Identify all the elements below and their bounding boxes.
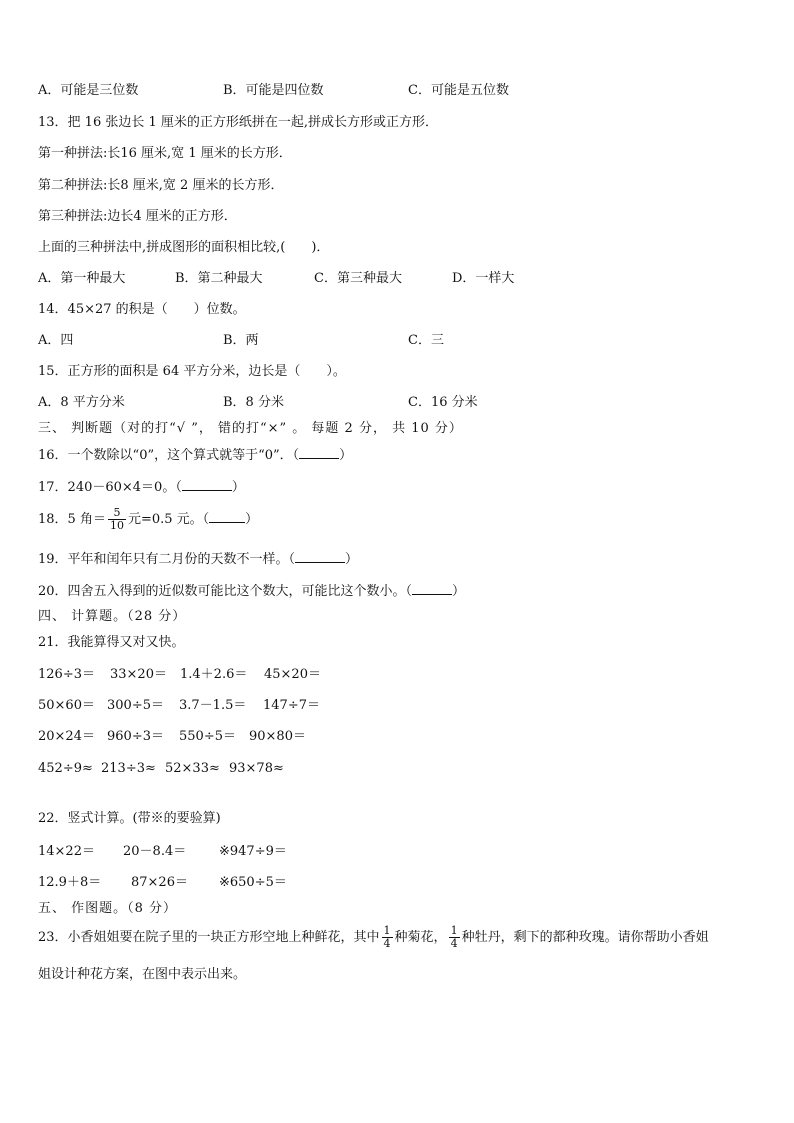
q15-option-c: C．16 分米 (408, 395, 478, 410)
q13-option-d: D．一样大 (452, 271, 515, 286)
q13-line1: 第一种拼法:长16 厘米,宽 1 厘米的长方形． (38, 146, 292, 161)
calc-item: 3.7－1.5＝ (179, 698, 247, 713)
calc-item: 90×80＝ (249, 729, 306, 744)
calc-item: 126÷3＝ (38, 667, 95, 682)
q16-text: 16．一个数除以“0”，这个算式就等于“0”．（ (38, 448, 300, 463)
q17-close-paren: ） (231, 480, 245, 495)
q19 (38, 550, 358, 569)
calc-item: 213÷3≈ (101, 761, 156, 776)
q20-answer-blank[interactable] (412, 582, 452, 595)
calc-item: 14×22＝ (38, 844, 95, 859)
q17-answer-blank[interactable] (182, 478, 232, 491)
q18-suffix: 元=0.5 元。（ (127, 512, 210, 527)
q18-prefix: 18．5 角＝ (38, 512, 106, 527)
calc-item: 45×20＝ (264, 667, 321, 682)
q13-question: 上面的三种拼法中,拼成图形的面积相比较,( )． (38, 240, 330, 255)
q18 (38, 506, 258, 534)
q21-row-1 (38, 666, 321, 684)
q19-answer-blank[interactable] (295, 550, 345, 563)
q23-fraction-2 (449, 925, 460, 950)
q23-line2: 姐设计种花方案，在图中表示出来。 (38, 967, 247, 982)
q18-answer-blank[interactable] (209, 510, 245, 523)
q14-option-b: B．两 (223, 333, 259, 348)
q18-fraction (108, 507, 126, 532)
q13-option-a: A．第一种最大 (38, 271, 126, 286)
q18-fraction-denominator: 10 (109, 519, 124, 532)
q21-row-3 (38, 728, 306, 746)
q23-fraction-1 (382, 925, 393, 950)
section-5-heading: 五、 作图题。（8 分） (38, 901, 178, 916)
calc-item: 1.4＋2.6＝ (180, 667, 248, 682)
q12-option-b: B．可能是四位数 (223, 83, 324, 98)
q21-row-4 (38, 760, 284, 778)
q15-option-b: B．8 分米 (223, 395, 284, 410)
calc-item: 550÷5＝ (179, 729, 236, 744)
q12-option-a: A．可能是三位数 (38, 83, 139, 98)
q23-part2: 种菊花， (394, 930, 447, 945)
calc-item: 960÷3＝ (107, 729, 164, 744)
q21-title: 21．我能算得又对又快。 (38, 635, 185, 650)
q14-option-c: C．三 (408, 333, 444, 348)
q13-stem: 13．把 16 张边长 1 厘米的正方形纸拼在一起,拼成长方形或正方形． (38, 115, 439, 130)
q20 (38, 582, 465, 601)
q17 (38, 478, 245, 497)
q16 (38, 446, 352, 465)
q23-part1: 23．小香姐姐要在院子里的一块正方形空地上种鲜花，其中 (38, 930, 380, 945)
calc-item: 300÷5＝ (107, 698, 164, 713)
calc-item: 87×26＝ (131, 875, 188, 890)
calc-item: 20－8.4＝ (123, 844, 187, 859)
calc-item: ※947÷9＝ (219, 844, 287, 859)
q17-text: 17．240－60×4＝0。（ (38, 480, 182, 495)
q20-close-paren: ） (452, 584, 466, 599)
q22-row-2 (38, 874, 287, 892)
q14-option-a: A．四 (38, 333, 74, 348)
q19-text: 19．平年和闰年只有二月份的天数不一样。（ (38, 552, 296, 567)
section-4-heading: 四、 计算题。（28 分） (38, 609, 187, 624)
q22-row-1 (38, 843, 287, 861)
q23-part3: 种牡丹，剩下的都种玫瑰。请你帮助小香姐 (461, 930, 709, 945)
calc-item: 33×20＝ (110, 667, 167, 682)
q23-line1 (38, 924, 709, 952)
calc-item: 20×24＝ (38, 729, 95, 744)
calc-item: 12.9＋8＝ (38, 875, 102, 890)
q23-fraction-2-denominator: 4 (450, 937, 458, 950)
q21-row-2 (38, 697, 320, 715)
calc-item: ※650÷5＝ (219, 875, 287, 890)
calc-item: 52×33≈ (165, 761, 220, 776)
q16-answer-blank[interactable] (299, 446, 339, 459)
q14-stem: 14．45×27 的积是（ ）位数。 (38, 302, 246, 317)
q23-fraction-2-numerator: 1 (450, 924, 458, 937)
q15-option-a: A．8 平方分米 (38, 395, 125, 410)
q23-fraction-1-denominator: 4 (383, 937, 391, 950)
q16-close-paren: ） (339, 448, 353, 463)
q18-close-paren: ） (245, 512, 259, 527)
calc-item: 50×60＝ (38, 698, 95, 713)
q19-close-paren: ） (345, 552, 359, 567)
q13-line2: 第二种拼法:长8 厘米,宽 2 厘米的长方形． (38, 178, 284, 193)
q15-stem: 15．正方形的面积是 64 平方分米，边长是（ ）。 (38, 364, 346, 379)
q20-text: 20．四舍五入得到的近似数可能比这个数大，可能比这个数小。（ (38, 584, 413, 599)
calc-item: 147÷7＝ (263, 698, 320, 713)
q22-title: 22．竖式计算。(带※的要验算) (38, 811, 221, 826)
q13-option-c: C．第三种最大 (314, 271, 402, 286)
q18-fraction-numerator: 5 (108, 507, 126, 520)
q13-option-b: B．第二种最大 (175, 271, 263, 286)
calc-item: 452÷9≈ (38, 761, 93, 776)
q13-line3: 第三种拼法:边长4 厘米的正方形． (38, 209, 237, 224)
q23-fraction-1-numerator: 1 (383, 924, 391, 937)
calc-item: 93×78≈ (229, 761, 284, 776)
q12-option-c: C．可能是五位数 (408, 83, 509, 98)
section-3-heading: 三、 判断题（对的打“√ ”， 错的打“×” 。 每题 2 分， 共 10 分） (38, 421, 463, 436)
